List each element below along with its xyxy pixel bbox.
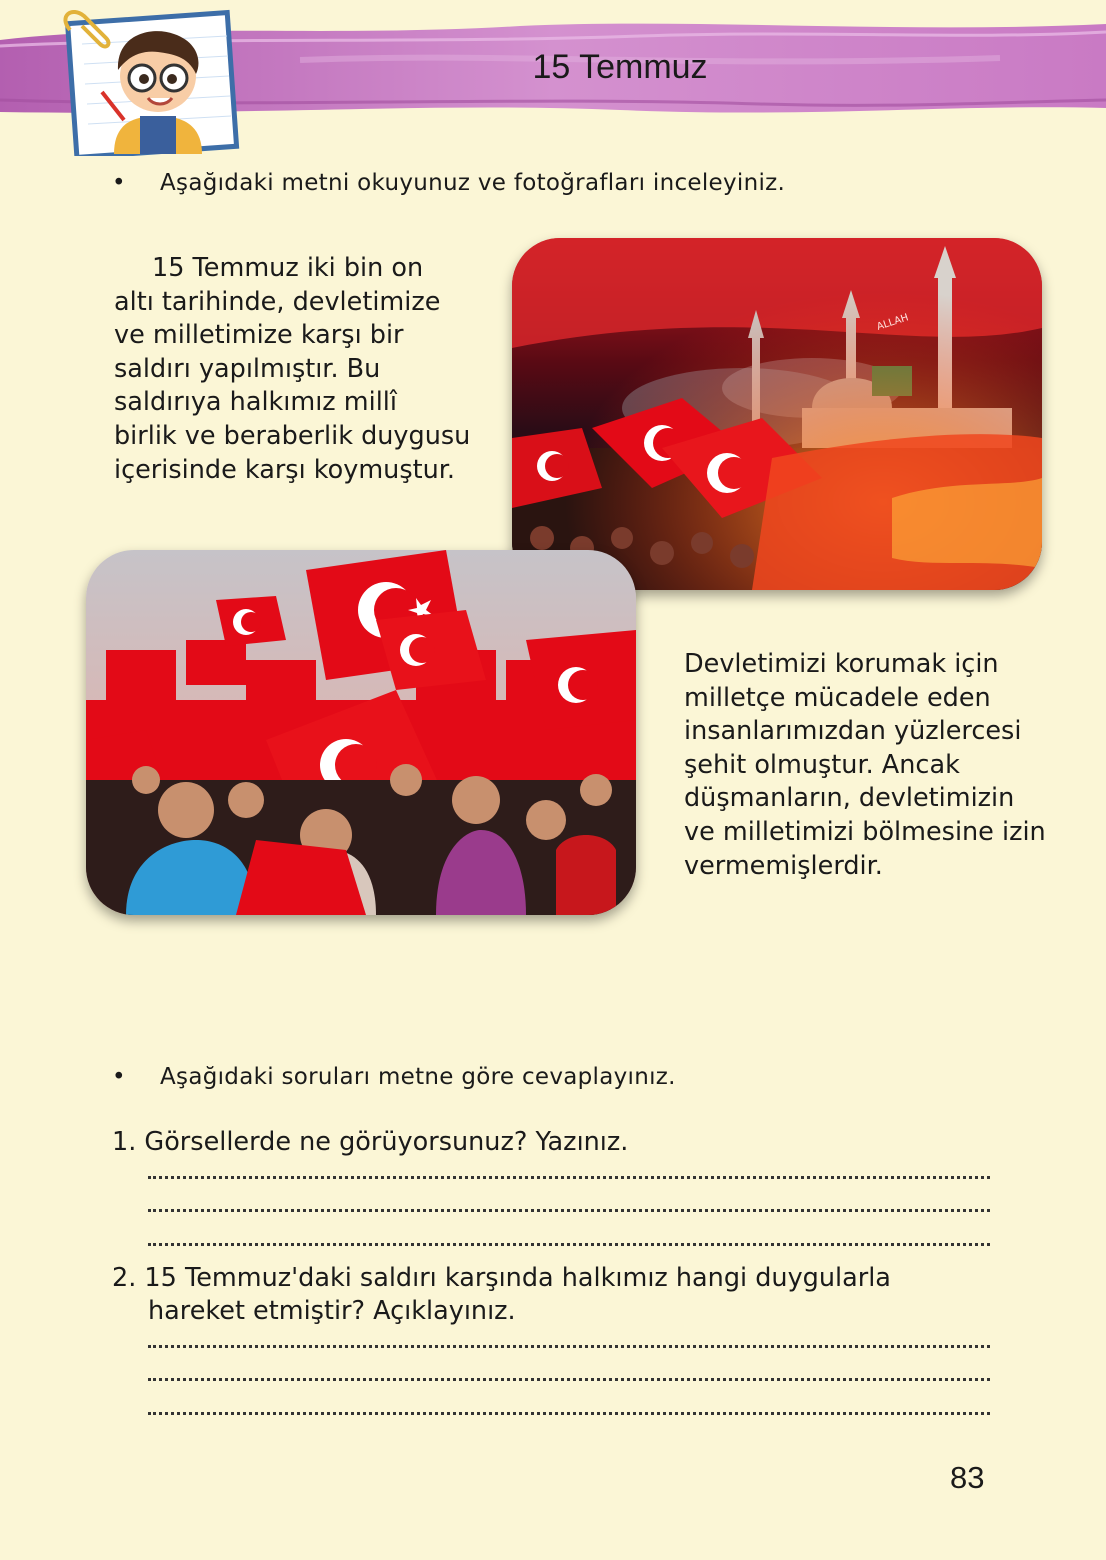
paragraph-line: düşmanların, devletimizin — [684, 783, 1015, 814]
paragraph-line: saldırı yapılmıştır. Bu — [114, 353, 381, 384]
photo-mosque-flags — [512, 238, 1042, 590]
page-number: 83 — [950, 1460, 985, 1495]
paragraph-line: ve milletimize karşı bir — [114, 320, 404, 351]
instruction-answer — [112, 1064, 676, 1090]
paragraph-line: birlik ve beraberlik duygusu — [114, 420, 471, 451]
question-line: 1. Görsellerde ne görüyorsunuz? Yazınız. — [112, 1127, 629, 1157]
answer-line[interactable] — [148, 1412, 990, 1415]
photo-crowd-image — [86, 550, 636, 915]
instruction-read — [112, 170, 785, 196]
bullet-mark: • — [112, 1064, 126, 1090]
question-line: hareket etmiştir? Açıklayınız. — [148, 1296, 516, 1326]
instruction-answer-text: Aşağıdaki soruları metne göre cevaplayınız. — [160, 1064, 676, 1090]
page-title: 15 Temmuz — [532, 48, 708, 86]
mascot-illustration — [62, 4, 240, 156]
paragraph-line: altı tarihinde, devletimize — [114, 286, 441, 317]
photo-mosque-image — [512, 238, 1042, 590]
paragraph-line: şehit olmuştur. Ancak — [684, 749, 960, 780]
question-line: 2. 15 Temmuz'daki saldırı karşında halkımız hangi duygularla — [112, 1263, 891, 1293]
paragraph-line: saldırıya halkımız millî — [114, 387, 397, 418]
answer-line[interactable] — [148, 1345, 990, 1348]
answer-line[interactable] — [148, 1209, 990, 1212]
paragraph-line: Devletimizi korumak için — [684, 649, 999, 679]
question-2 — [112, 1262, 891, 1328]
instruction-read-text: Aşağıdaki metni okuyunuz ve fotoğrafları inceleyiniz. — [160, 170, 786, 196]
photo-crowd-flags — [86, 550, 636, 915]
paragraph-line: vermemişlerdir. — [684, 850, 883, 881]
paragraph-line: 15 Temmuz iki bin on — [152, 253, 424, 283]
paragraph-martyrs — [684, 648, 1046, 883]
answer-line[interactable] — [148, 1378, 990, 1381]
paragraph-intro — [114, 252, 470, 487]
paragraph-line: insanlarımızdan yüzlercesi — [684, 716, 1022, 747]
answer-line[interactable] — [148, 1176, 990, 1179]
paragraph-line: içerisinde karşı koymuştur. — [114, 454, 456, 485]
question-1 — [112, 1126, 628, 1159]
bullet-mark: • — [112, 170, 126, 196]
answer-line[interactable] — [148, 1243, 990, 1246]
paragraph-line: milletçe mücadele eden — [684, 682, 991, 713]
paragraph-line: ve milletimizi bölmesine izin — [684, 816, 1046, 847]
